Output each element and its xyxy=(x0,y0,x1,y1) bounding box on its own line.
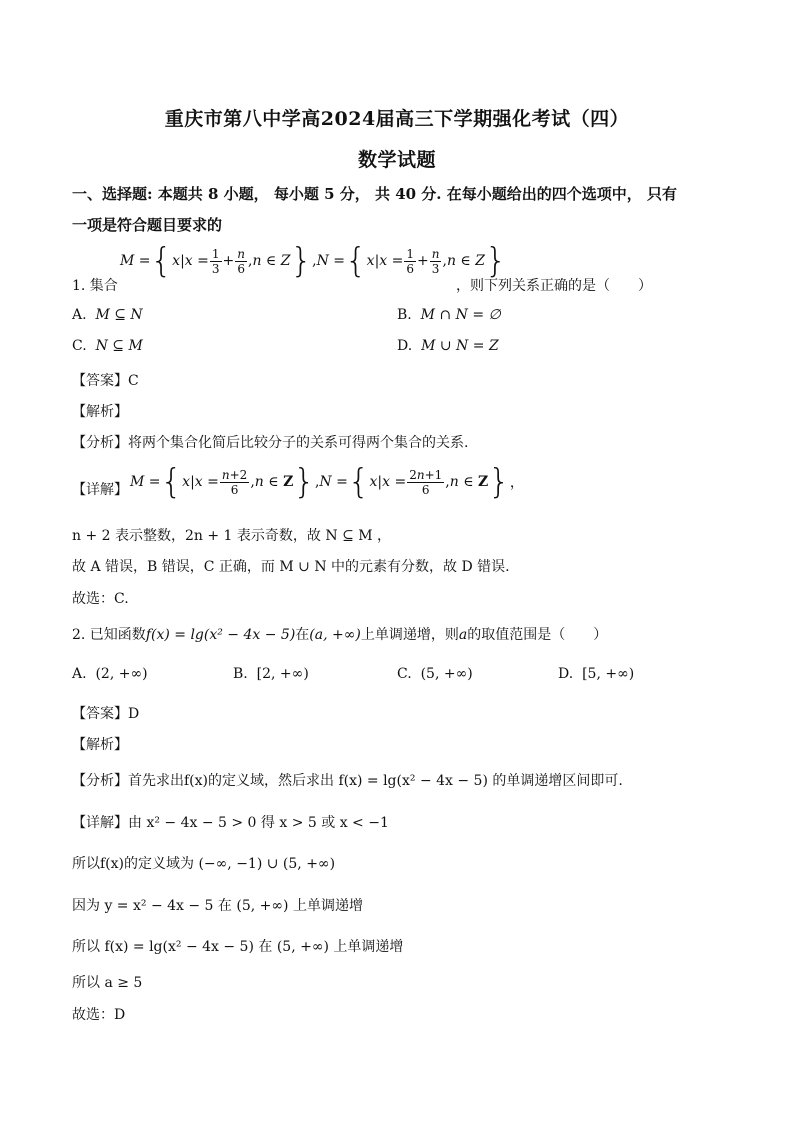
document-page: 重庆市第八中学高2024届高三下学期强化考试（四） 数学试题 一、选择题: 本题共 8 小题， 每小题 5 分， 共 40 分. 在每小题给出的四个选项中， 只有 一项是符合题目要求的 1. 集合 M ={x|x = $\frac{1}{3}$ + $\frac{n}{6}$ ,n ∈ Z},N ={x|x = $\frac{1}{6}$ + $\frac{n}{3}$ ,n ∈ Z} ，则下列关系正确的是（ ） A. M ⊆ N B. M ∩ N = ∅ C. N ⊆ M D. M ∪ N = Z 【答案】C 【解析】 【分析】将两个集合化简后比较分子的关系可得两个集合的关系. 【详解】 M ={x|x = $\frac{n+2}{6}$ ,n ∈ Z},N ={x|x = $\frac{2n+1}{6}$ ,n ∈ Z}， n + 2 表示整数，2n + 1 表示奇数，故 N ⊆ M ， 故 A 错误，B 错误，C 正确，而 M ∪ N 中的元素有分数，故 D 错误. 故选：C. 2. 已知函数f(x) = lg(x² − 4x − 5)在(a, +∞)上单调递增，则a的取值范围是（ ） A. (2, +∞) B. [2, +∞) C. (5, +∞) D. [5, +∞) 【答案】D 【解析】 【分析】首先求出f(x)的定义域，然后求出 f(x) = lg(x² − 4x − 5) 的单调递增区间即可. 【详解】由 x² − 4x − 5 > 0 得 x > 5 或 x < −1 所以f(x)的定义域为 (−∞, −1) ∪ (5, +∞) 因为 y = x² − 4x − 5 在 (5, +∞) 上单调递增 所以 f(x) = lg(x² − 4x − 5) 在 (5, +∞) 上单调递增 所以 a ≥ 5 故选：D xyxy=(0,0,794,1123)
q2-step-1: 所以f(x)的定义域为 (−∞, −1) ∪ (5, +∞) xyxy=(72,856,336,872)
q1-analysis-tag: 【解析】 xyxy=(72,404,128,420)
q2-answer: 【答案】D xyxy=(72,706,140,722)
page-title: 重庆市第八中学高2024届高三下学期强化考试（四） xyxy=(164,108,630,130)
q2-step-3: 所以 f(x) = lg(x² − 4x − 5) 在 (5, +∞) 上单调递增 xyxy=(72,939,404,955)
q1-fenxi: 【分析】将两个集合化简后比较分子的关系可得两个集合的关系. xyxy=(72,435,469,451)
q2-detail: 【详解】由 x² − 4x − 5 > 0 得 x > 5 或 x < −1 xyxy=(72,815,389,831)
q2-option-d: D. [5, +∞) xyxy=(558,666,635,682)
q2-stem: 2. 已知函数f(x) = lg(x² − 4x − 5)在(a, +∞)上单调递增，则a的取值范围是（ ） xyxy=(72,627,608,643)
section-heading-line1: 一、选择题: 本题共 8 小题， 每小题 5 分， 共 40 分. 在每小题给出的四个选项中， 只有 xyxy=(72,185,677,203)
q2-option-c: C. (5, +∞) xyxy=(397,666,473,682)
q1-option-c: C. N ⊆ M xyxy=(72,338,143,354)
q2-fenxi: 【分析】首先求出f(x)的定义域，然后求出 f(x) = lg(x² − 4x − 5) 的单调递增区间即可. xyxy=(72,773,623,789)
q2-conclusion: 故选：D xyxy=(72,1007,126,1023)
q1-option-d: D. M ∪ N = Z xyxy=(397,338,499,354)
q1-answer: 【答案】C xyxy=(72,373,139,389)
q1-option-b: B. M ∩ N = ∅ xyxy=(397,307,501,323)
q2-step-2: 因为 y = x² − 4x − 5 在 (5, +∞) 上单调递增 xyxy=(72,898,363,914)
q1-stem-tail: ，则下列关系正确的是（ ） xyxy=(456,278,652,294)
q2-option-b: B. [2, +∞) xyxy=(233,666,309,682)
q1-conclusion: 故选：C. xyxy=(72,591,129,607)
q1-line-a: n + 2 表示整数，2n + 1 表示奇数，故 N ⊆ M ， xyxy=(72,528,392,544)
page-subtitle: 数学试题 xyxy=(357,149,436,171)
q2-step-4: 所以 a ≥ 5 xyxy=(72,975,143,991)
q2-analysis-tag: 【解析】 xyxy=(72,737,128,753)
q1-number: 1. 集合 xyxy=(72,278,118,294)
q1-option-a: A. M ⊆ N xyxy=(72,307,143,323)
q1-set-expression: M ={x|x = $\frac{1}{3}$ + $\frac{n}{6}$ ,n ∈ Z},N ={x|x = $\frac{1}{6}$ + $\frac{n}{3}$ ,n ∈ Z} xyxy=(120,241,507,281)
section-heading-line2: 一项是符合题目要求的 xyxy=(72,216,223,234)
q2-option-a: A. (2, +∞) xyxy=(72,666,148,682)
q1-line-b: 故 A 错误，B 错误，C 正确，而 M ∪ N 中的元素有分数，故 D 错误. xyxy=(72,559,510,575)
